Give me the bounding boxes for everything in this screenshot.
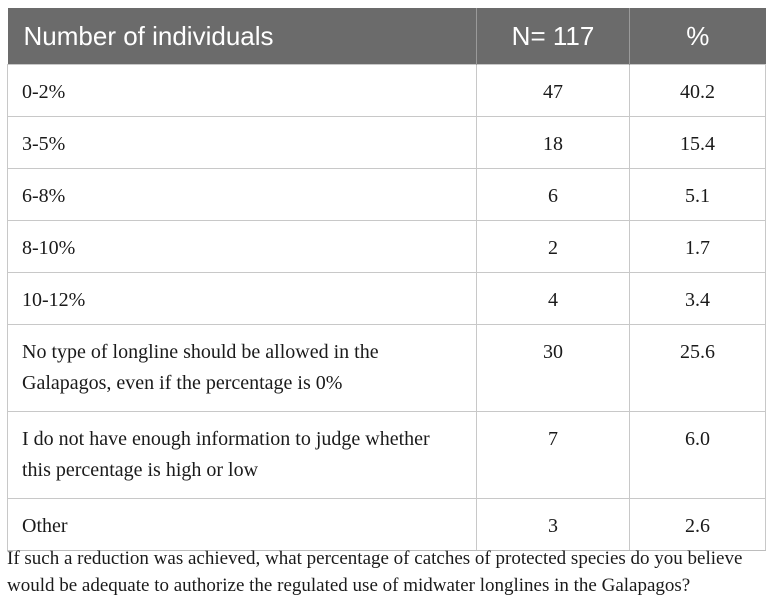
- row-percent: 2.6: [630, 499, 766, 551]
- row-percent: 40.2: [630, 65, 766, 117]
- table-body: [8, 65, 766, 551]
- table-row: [8, 221, 766, 273]
- row-count: 6: [477, 169, 630, 221]
- row-label: I do not have enough information to judge whether this percentage is high or low: [8, 412, 477, 499]
- survey-table: [7, 8, 766, 551]
- row-count: 47: [477, 65, 630, 117]
- survey-table-container: [7, 8, 765, 551]
- row-label: 10-12%: [8, 273, 477, 325]
- table-footnote: If such a reduction was achieved, what percentage of catches of protected species do you believe would be adequate to authorize the regulated use of midwater longlines in the Galapagos?: [7, 548, 743, 596]
- row-percent: 1.7: [630, 221, 766, 273]
- row-count: 3: [477, 499, 630, 551]
- row-percent: 15.4: [630, 117, 766, 169]
- table-row: [8, 65, 766, 117]
- row-label: 6-8%: [8, 169, 477, 221]
- row-percent: 3.4: [630, 273, 766, 325]
- table-row: [8, 325, 766, 412]
- table-row: [8, 499, 766, 551]
- row-label: Other: [8, 499, 477, 551]
- header-percent: %: [630, 8, 766, 65]
- row-count: 4: [477, 273, 630, 325]
- header-row: [8, 8, 766, 65]
- row-percent: 5.1: [630, 169, 766, 221]
- row-label: No type of longline should be allowed in the Galapagos, even if the percentage is 0%: [8, 325, 477, 412]
- table-header: [8, 8, 766, 65]
- row-count: 7: [477, 412, 630, 499]
- table-row: [8, 412, 766, 499]
- header-n: N= 117: [477, 8, 630, 65]
- header-number-of-individuals: Number of individuals: [8, 8, 477, 65]
- table-row: [8, 273, 766, 325]
- row-count: 18: [477, 117, 630, 169]
- row-label: 3-5%: [8, 117, 477, 169]
- row-label: 8-10%: [8, 221, 477, 273]
- table-row: [8, 117, 766, 169]
- row-percent: 25.6: [630, 325, 766, 412]
- row-count: 30: [477, 325, 630, 412]
- row-count: 2: [477, 221, 630, 273]
- row-label: 0-2%: [8, 65, 477, 117]
- table-row: [8, 169, 766, 221]
- row-percent: 6.0: [630, 412, 766, 499]
